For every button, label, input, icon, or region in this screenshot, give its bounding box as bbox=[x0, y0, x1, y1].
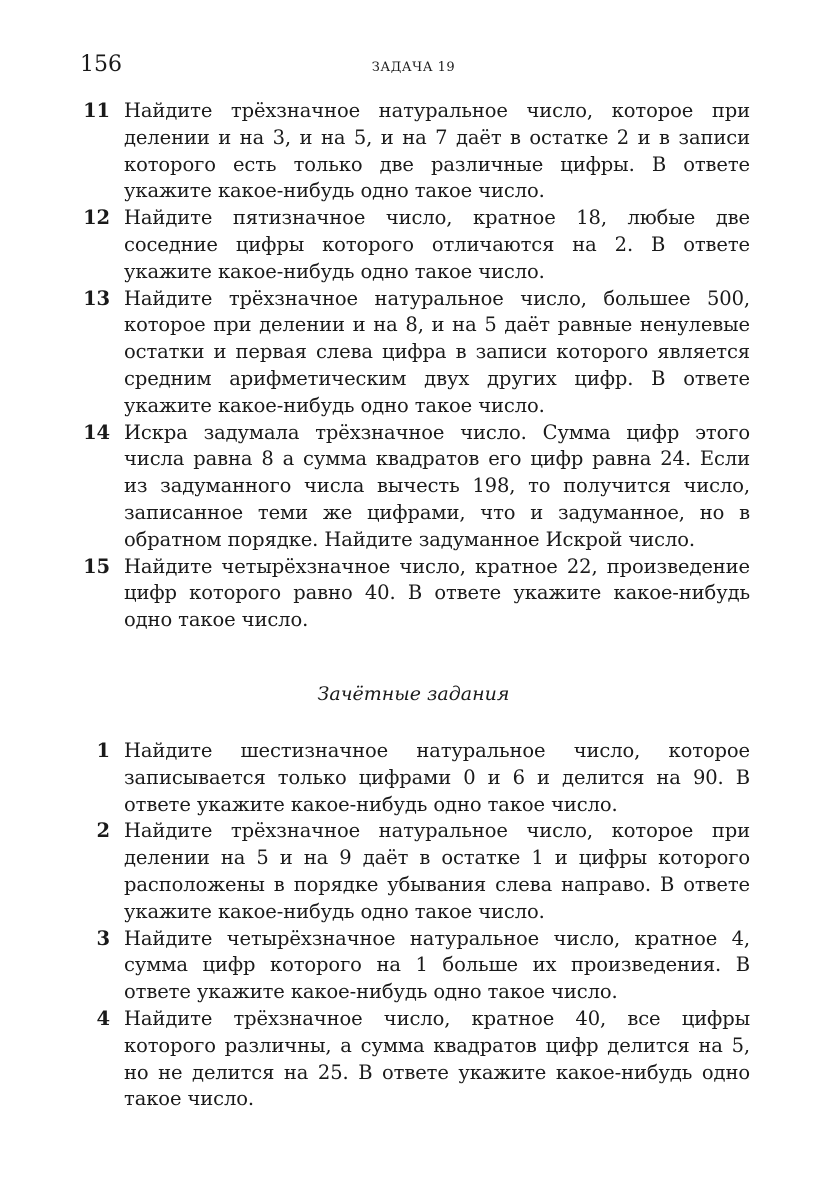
problem-number: 12 bbox=[83, 206, 110, 230]
problem-number: 15 bbox=[83, 554, 110, 578]
test-problem-1 bbox=[80, 738, 750, 818]
problem-text: Найдите четырёхзначное натуральное число, кратное 4, сумма цифр которого на 1 больше их произведения. В ответе укажите какое-нибудь одно такое число. bbox=[124, 926, 750, 1004]
test-problem-3 bbox=[80, 926, 750, 1006]
test-problem-2 bbox=[80, 818, 750, 925]
problem-number: 3 bbox=[96, 926, 110, 950]
problem-number: 13 bbox=[83, 286, 110, 310]
problem-text: Найдите пятизначное число, кратное 18, любые две соседние цифры которого отличаются на 2. В ответе укажите какое-нибудь одно такое число. bbox=[124, 206, 750, 283]
exercise-list bbox=[80, 98, 750, 634]
problem-number: 4 bbox=[96, 1006, 110, 1030]
problem-text: Найдите шестизначное натуральное число, которое записывается только цифрами 0 и 6 и делится на 90. В ответе укажите какое-нибудь одно такое число. bbox=[124, 739, 750, 816]
page-number: 156 bbox=[80, 52, 122, 77]
problem-12 bbox=[80, 205, 750, 285]
problem-number: 11 bbox=[83, 99, 110, 122]
problem-number: 2 bbox=[96, 819, 110, 843]
test-problem-list bbox=[80, 738, 750, 1113]
problem-number: 14 bbox=[83, 420, 110, 444]
problem-text: Найдите трёхзначное натуральное число, которое при делении на 5 и на 9 даёт в остатке 1 и цифры которого расположены в порядке убывания слева направо. В ответе укажите какое-нибудь одно такое число. bbox=[124, 819, 750, 923]
problem-text: Найдите трёхзначное число, кратное 40, все цифры которого различны, а сумма квадратов цифр делится на 5, но не делится на 25. В ответе укажите какое-нибудь одно такое число. bbox=[124, 1006, 750, 1111]
problem-13 bbox=[80, 286, 750, 420]
problem-text: Найдите четырёхзначное число, кратное 22, произведение цифр которого равно 40. В ответе укажите какое-нибудь одно такое число. bbox=[124, 554, 750, 632]
problem-14 bbox=[80, 420, 750, 554]
problem-text: Искра задумала трёхзначное число. Сумма цифр этого числа равна 8 а сумма квадратов его цифр равна 24. Если из задуманного числа вычесть 198, то получится число, записанное теми же цифрами, что и задуманное, но в обратном порядке. Найдите задуманное Искрой число. bbox=[124, 420, 750, 551]
section-title: Зачётные задания bbox=[317, 683, 510, 705]
problem-number: 1 bbox=[96, 739, 110, 762]
running-title: ЗАДАЧА 19 bbox=[371, 60, 456, 75]
problem-text: Найдите трёхзначное натуральное число, которое при делении и на 3, и на 5, и на 7 даёт в остатке 2 и в записи которого есть только две различные цифры. В ответе укажите какое-нибудь одно такое число. bbox=[124, 99, 750, 203]
problem-11 bbox=[80, 98, 750, 205]
problem-15 bbox=[80, 554, 750, 634]
problem-text: Найдите трёхзначное натуральное число, большее 500, которое при делении и на 8, и на 5 даёт равные ненулевые остатки и первая слева цифра в записи которого является средним арифметическим двух других цифр. В ответе укажите какое-нибудь одно такое число. bbox=[124, 286, 750, 417]
test-problem-4 bbox=[80, 1006, 750, 1113]
